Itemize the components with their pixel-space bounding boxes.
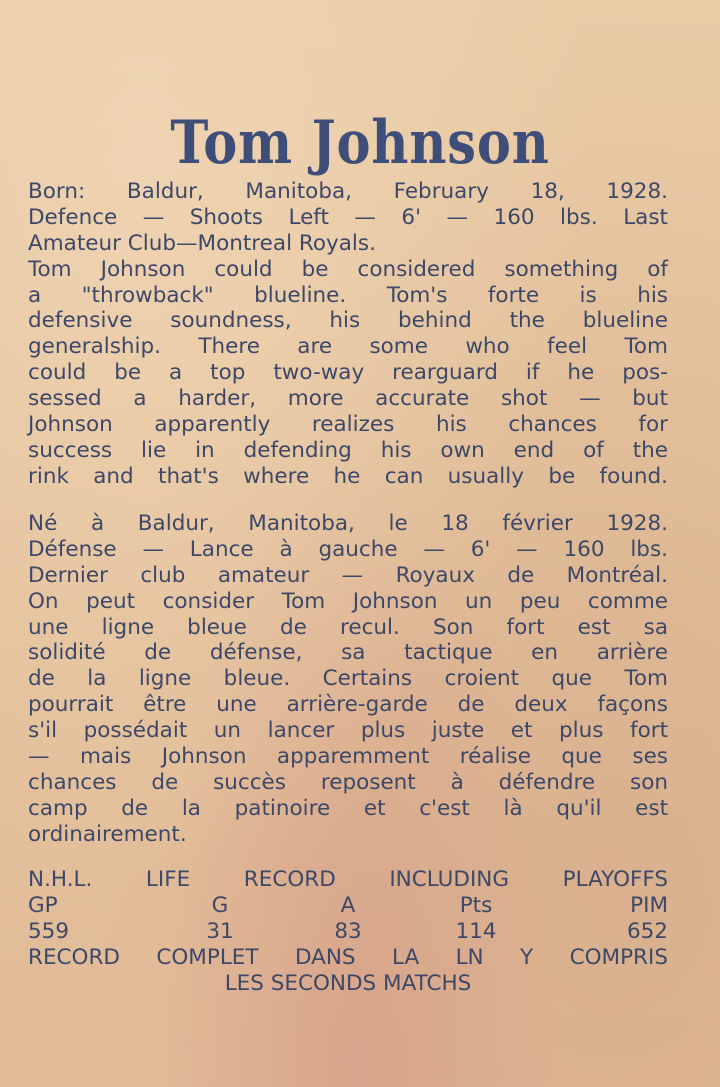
value-pim: 652 xyxy=(626,918,668,944)
bio-line: camp de la patinoire et c'est là qu'il est xyxy=(28,795,668,821)
bio-line: ordinairement. xyxy=(28,821,187,847)
bio-line: On peut consider Tom Johnson un peu comme xyxy=(28,588,668,614)
bio-line: une ligne bleue de recul. Son fort est sa xyxy=(28,614,668,640)
bio-line: Johnson apparently realizes his chances for xyxy=(28,412,668,438)
bio-line: s'il possédait un lancer plus juste et plus fort xyxy=(28,718,668,744)
bio-line: Amateur Club—Montreal Royals. xyxy=(28,230,376,256)
column-g: G xyxy=(211,892,229,918)
column-pim: PIM xyxy=(630,892,668,918)
record-heading: N.H.L. LIFE RECORD INCLUDING PLAYOFFS xyxy=(28,867,668,892)
column-gp: GP xyxy=(28,892,58,918)
value-gp: 559 xyxy=(28,918,70,944)
bio-line: a "throwback" blueline. Tom's forte is his xyxy=(28,282,668,308)
bio-line: chances de succès reposent à défendre son xyxy=(28,769,668,795)
bio-line: success lie in defending his own end of the xyxy=(28,437,668,463)
life-record xyxy=(28,867,668,996)
record-values xyxy=(28,919,668,945)
column-pts: Pts xyxy=(459,892,493,918)
bio-line: Defence — Shoots Left — 6' — 160 lbs. Last xyxy=(28,204,668,230)
bio-line: defensive soundness, his behind the blueline xyxy=(28,308,668,334)
bio-line: — mais Johnson apparemment réalise que ses xyxy=(28,744,668,770)
record-column-headers xyxy=(28,893,668,919)
english-bio xyxy=(28,179,668,490)
record-footer-french: RECORD COMPLET DANS LA LN Y COMPRIS xyxy=(28,944,668,970)
column-a: A xyxy=(340,892,356,918)
bio-line: Défense — Lance à gauche — 6' — 160 lbs. xyxy=(28,536,668,562)
bio-line: generalship. There are some who feel Tom xyxy=(28,334,668,360)
bio-line: could be a top two-way rearguard if he pos- xyxy=(28,360,668,386)
value-pts: 114 xyxy=(455,918,497,944)
bio-line: Tom Johnson could be considered something of xyxy=(28,256,668,282)
bio-line: Born: Baldur, Manitoba, February 18, 1928. xyxy=(28,179,668,204)
bio-line: de la ligne bleue. Certains croient que Tom xyxy=(28,666,668,692)
bio-line: pourrait être une arrière-garde de deux façons xyxy=(28,692,668,718)
bio-line: solidité de défense, sa tactique en arrière xyxy=(28,640,668,666)
player-name: Tom Johnson xyxy=(170,108,550,178)
record-footer-french-2: LES SECONDS MATCHS xyxy=(224,970,472,996)
value-a: 83 xyxy=(334,918,362,944)
bio-line: sessed a harder, more accurate shot — but xyxy=(28,386,668,412)
bio-line: Né à Baldur, Manitoba, le 18 février 1928. xyxy=(28,511,668,536)
bio-line: Dernier club amateur — Royaux de Montréal. xyxy=(28,562,668,588)
french-bio xyxy=(28,511,668,848)
value-g: 31 xyxy=(206,918,234,944)
bio-line: rink and that's where he can usually be found. xyxy=(28,463,668,489)
